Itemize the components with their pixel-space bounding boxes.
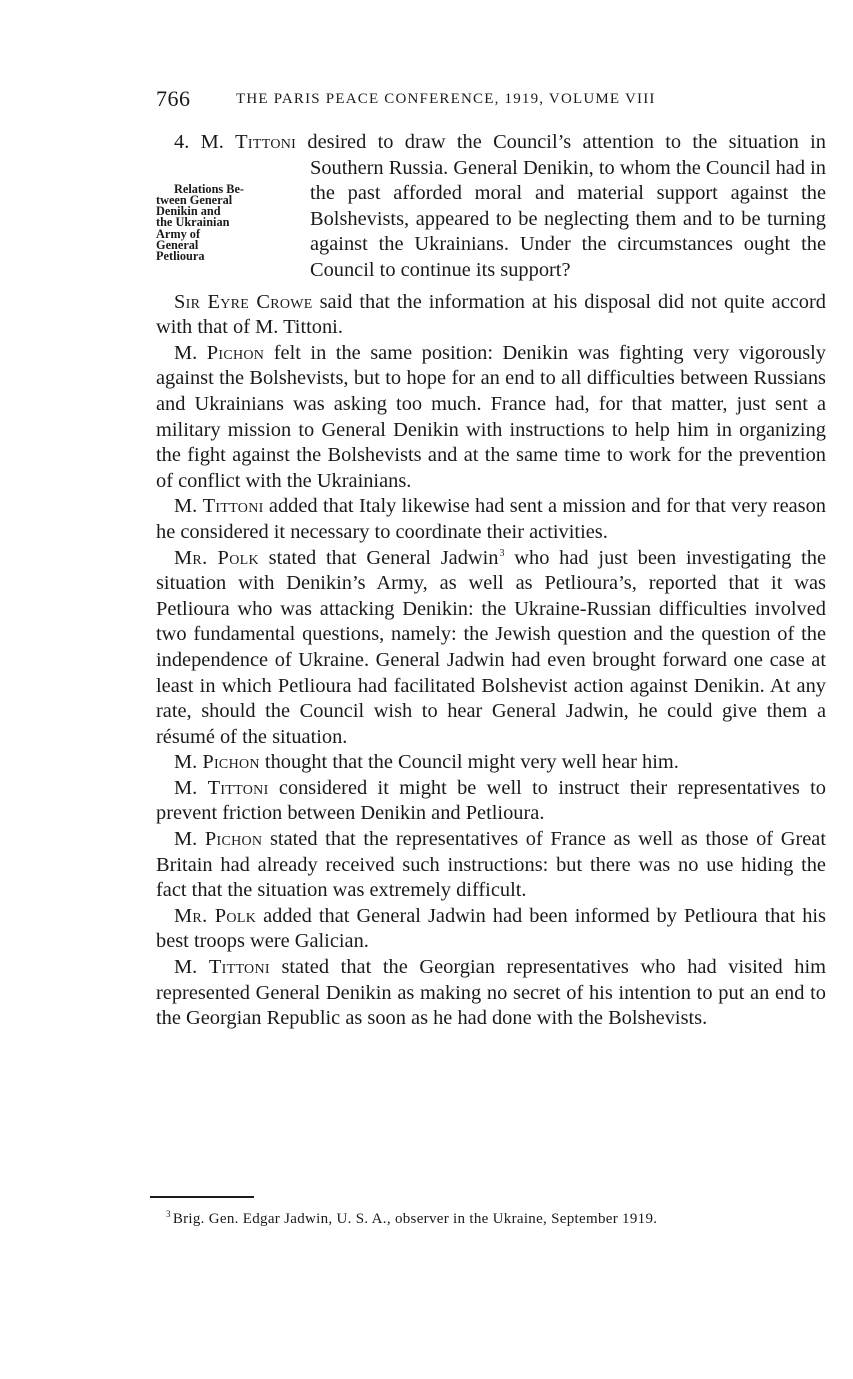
item-number: 4. M. [174, 131, 236, 153]
footnote-marker: 3 [166, 1209, 171, 1219]
paragraph [156, 290, 826, 341]
paragraph-text: who had just been investigating the situation with Denikin’s Army, as well as Petlioura’s, reported that it was Petlioura who was attacking Denikin: the Ukraine-Russian difficulties involved two fundamental questions, namely: the Jewish question and the question of the independence of Ukraine. General Jadwin had even brought forward one case at least in which Petlioura had facilitated Bolshevist action against Denikin. At any rate, should the Council wish to hear General Jadwin, he could give them a résumé of the situation. [156, 546, 826, 748]
speaker-name: Pichon [204, 828, 263, 851]
paragraph-text: considered it might be well to instruct their representatives to prevent friction between Denikin and Petlioura. [156, 776, 826, 825]
paragraph-text: stated that General Jadwin [258, 546, 499, 569]
paragraph-text: thought that the Council might very well hear him. [259, 751, 679, 774]
speaker-name: Pichon [206, 341, 265, 364]
paragraph-text: said that the information at his disposal did not quite accord with that of M. Tittoni. [156, 290, 826, 339]
paragraph-text: the past afforded moral and material support against the Bolshevists, appeared to be neglecting them and to be turning against the Ukrainians. Under the circumstances ought the Council to continue its support? [310, 182, 826, 281]
sidenote-text: Relations Be- tween General Denikin and the Ukrainian Army of General Petlioura [156, 181, 245, 264]
paragraph [156, 130, 826, 284]
paragraph: M. Pichon stated that the representatives of France as well as those of Great Britain had already received such instructions: but there was no use hiding the fact that the situation was extremely difficult. [156, 828, 826, 902]
speaker-name: Tittoni [202, 495, 264, 518]
speaker-name: Mr. Polk [174, 546, 259, 569]
paragraph-text: added that Italy likewise had sent a mission and for that very reason he considered it necessary to coordinate their activities. [156, 495, 826, 543]
speaker-name: Tittoni [207, 776, 269, 799]
page-header [156, 86, 828, 116]
paragraph-text: added that General Jadwin had been informed by Petlioura that his best troops were Galician. [156, 904, 826, 953]
speaker-name: Tittoni [208, 956, 270, 979]
paragraph: M. Tittoni considered it might be well to instruct their representatives to prevent friction between Denikin and Petlioura. [156, 776, 826, 825]
paragraph-text: desired to draw the Council’s attention to the situation in Southern Russia. General Denikin, to whom the Council had in [296, 131, 827, 179]
sidenote [156, 156, 306, 290]
footnote-divider [150, 1196, 254, 1198]
speaker-name: Sir Eyre Crowe [174, 290, 313, 313]
running-head: THE PARIS PEACE CONFERENCE, 1919, VOLUME VIII [236, 91, 656, 107]
footnote-reference[interactable]: 3 [499, 547, 505, 559]
paragraph: M. Tittoni added that Italy likewise had sent a mission and for that very reason he considered it necessary to coordinate their activities. [156, 495, 826, 543]
body-text [156, 130, 826, 1032]
paragraph-text: stated that the representatives of France as well as those of Great Britain had already received such instructions: but there was no use hiding the fact that the situation was extremely difficult. [156, 828, 826, 902]
speaker-name: Pichon [202, 751, 260, 774]
footnote-text: Brig. Gen. Edgar Jadwin, U. S. A., observer in the Ukraine, September 1919. [172, 1211, 658, 1227]
paragraph: M. Tittoni stated that the Georgian representatives who had visited him represented General Denikin as making no secret of his intention to put an end to the Georgian Republic as soon as he had done with the Bolshevists. [156, 956, 826, 1030]
paragraph-text: stated that the Georgian representatives who had visited him represented General Denikin as making no secret of his intention to put an end to the Georgian Republic as soon as he had done with the Bolshevists. [156, 956, 826, 1030]
paragraph: M. Pichon thought that the Council might very well hear him. [174, 751, 679, 774]
paragraph-text: felt in the same position: Denikin was fighting very vigorously against the Bolshevists, but to hope for an end to all difficulties between Russians and Ukrainians was asking too much. France had, for that matter, just sent a military mission to General Denikin with instructions to help him in organizing the fight against the Bolshevists and at the same time to work for the prevention of conflict with the Ukrainians. [156, 341, 827, 492]
speaker-name: Mr. Polk [174, 904, 257, 927]
speaker-name: Tittoni [235, 131, 297, 153]
page-number: 766 [156, 86, 191, 111]
paragraph [156, 904, 826, 955]
paragraph [156, 546, 826, 751]
footnote [166, 1211, 657, 1228]
paragraph: M. Pichon felt in the same position: Denikin was fighting very vigorously against the Bolshevists, but to hope for an end to all difficulties between Russians and Ukrainians was asking too much. France had, for that matter, just sent a military mission to General Denikin with instructions to help him in organizing the fight against the Bolshevists and at the same time to work for the prevention of conflict with the Ukrainians. [156, 341, 827, 492]
